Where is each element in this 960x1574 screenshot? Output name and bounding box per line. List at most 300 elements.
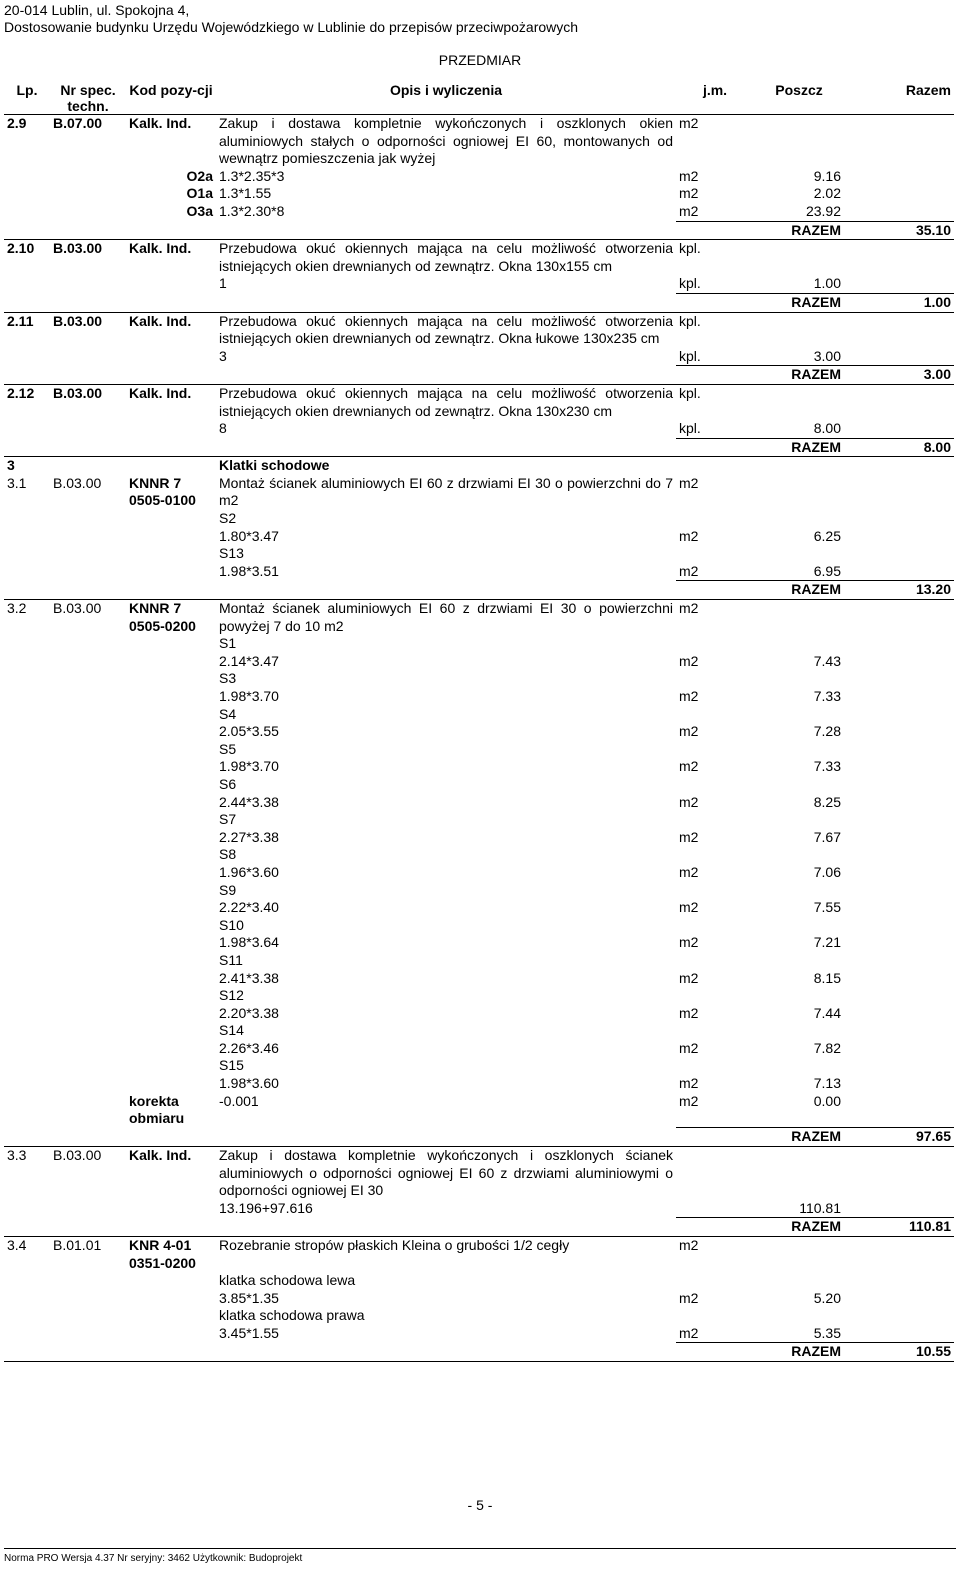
razem-label: RAZEM	[754, 221, 844, 240]
table-cell	[126, 1022, 216, 1040]
line-unit: m2	[679, 1004, 699, 1021]
korekta-calc: -0.001	[219, 1092, 259, 1109]
line-calc: 8	[219, 420, 227, 437]
line-value: 2.02	[813, 185, 841, 202]
table-cell	[4, 1075, 50, 1093]
table-cell	[126, 846, 216, 864]
table-cell	[126, 1075, 216, 1093]
line-calc: 1	[219, 275, 227, 292]
table-cell	[50, 1040, 126, 1058]
table-cell	[50, 203, 126, 221]
position-unit: m2	[676, 600, 754, 636]
line-unit: m2	[679, 899, 699, 916]
razem-value: 3.00	[844, 366, 954, 385]
table-cell	[50, 1005, 126, 1023]
table-cell	[844, 528, 954, 546]
line-unit: m2	[679, 1075, 699, 1092]
table-cell	[4, 221, 50, 240]
table-cell	[754, 741, 844, 759]
razem-row	[4, 1343, 954, 1362]
position-unit	[676, 1146, 754, 1199]
table-cell	[126, 528, 216, 546]
line-sub: S4	[219, 705, 237, 722]
table-cell	[676, 1272, 754, 1290]
table-cell	[126, 635, 216, 653]
line-sub: S1	[219, 635, 237, 652]
table-cell	[50, 1128, 126, 1147]
table-cell	[4, 934, 50, 952]
table-cell	[676, 670, 754, 688]
col-lp: Lp.	[4, 82, 50, 115]
footer-text: Norma PRO Wersja 4.37 Nr seryjny: 3462 Użytkownik: Budoprojekt	[4, 1553, 303, 1564]
position-kod: Kalk. Ind.	[126, 384, 216, 420]
table-cell	[754, 600, 844, 636]
line-sub: S9	[219, 881, 237, 898]
table-cell	[4, 1343, 50, 1362]
table-cell	[4, 776, 50, 794]
table-cell	[4, 510, 50, 528]
korekta-row	[4, 1093, 954, 1128]
sub-row	[4, 882, 954, 900]
sub-row	[4, 811, 954, 829]
line-value: 7.21	[813, 934, 841, 951]
line-value: 7.13	[813, 1075, 841, 1092]
table-cell	[4, 829, 50, 847]
razem-spacer	[676, 438, 754, 457]
position-description: Przebudowa okuć okiennych mająca na celu możliwość otworzenia istniejących okien drewnianych od zewnątrz. Okna 130x230 cm	[216, 384, 676, 420]
table-cell	[844, 545, 954, 563]
calc-row	[4, 1325, 954, 1343]
position-spec: B.03.00	[50, 240, 126, 276]
table-cell	[754, 635, 844, 653]
table-cell	[4, 438, 50, 457]
table-cell	[126, 1343, 216, 1362]
position-spec: B.03.00	[50, 600, 126, 636]
table-cell	[844, 723, 954, 741]
table-cell	[4, 563, 50, 581]
line-unit: m2	[679, 1289, 699, 1306]
position-spec: B.07.00	[50, 115, 126, 168]
table-cell	[844, 741, 954, 759]
razem-row	[4, 366, 954, 385]
table-cell	[4, 970, 50, 988]
line-sub: klatka schodowa lewa	[219, 1272, 356, 1289]
line-calc: 1.80*3.47	[219, 527, 279, 544]
table-cell	[50, 653, 126, 671]
razem-row	[4, 1128, 954, 1147]
table-cell	[216, 1343, 676, 1362]
position-lp: 2.10	[4, 240, 50, 276]
position-lp: 2.12	[4, 384, 50, 420]
line-unit: m2	[679, 562, 699, 579]
col-kod: Kod pozy-cji	[126, 82, 216, 115]
table-cell	[126, 829, 216, 847]
table-cell	[4, 864, 50, 882]
table-cell	[4, 917, 50, 935]
table-cell	[4, 581, 50, 600]
position-lp: 3.3	[4, 1146, 50, 1199]
sub-row	[4, 846, 954, 864]
table-cell	[50, 899, 126, 917]
calc-row	[4, 829, 954, 847]
header-address: 20-014 Lublin, ul. Spokojna 4,	[4, 2, 190, 18]
table-cell	[844, 1200, 954, 1218]
razem-value: 35.10	[844, 221, 954, 240]
table-cell	[4, 1272, 50, 1290]
table-cell	[754, 776, 844, 794]
table-cell	[216, 366, 676, 385]
calc-row	[4, 758, 954, 776]
table-cell	[126, 1057, 216, 1075]
line-sub: S13	[219, 545, 244, 562]
table-cell	[126, 1005, 216, 1023]
line-unit: m2	[679, 202, 699, 219]
table-cell	[676, 510, 754, 528]
position-spec: B.03.00	[50, 384, 126, 420]
table-cell	[676, 635, 754, 653]
table-cell	[754, 1307, 844, 1325]
table-cell	[50, 776, 126, 794]
table-cell	[754, 882, 844, 900]
table-cell	[844, 457, 954, 475]
razem-label: RAZEM	[754, 1343, 844, 1362]
position-unit: kpl.	[676, 240, 754, 276]
table-cell	[676, 457, 754, 475]
table-cell	[50, 829, 126, 847]
line-sub: S11	[219, 951, 243, 968]
table-cell	[216, 1128, 676, 1147]
position-lp: 2.11	[4, 312, 50, 348]
table-cell	[4, 1128, 50, 1147]
table-cell	[844, 420, 954, 438]
table-cell	[754, 952, 844, 970]
table-cell	[844, 563, 954, 581]
calc-row	[4, 723, 954, 741]
razem-spacer	[676, 221, 754, 240]
razem-label: RAZEM	[754, 366, 844, 385]
table-cell	[4, 882, 50, 900]
table-cell	[50, 864, 126, 882]
line-unit: m2	[679, 167, 699, 184]
col-razem: Razem	[844, 82, 954, 115]
table-cell	[4, 846, 50, 864]
line-calc: 1.3*1.55	[219, 185, 272, 202]
table-cell	[50, 1075, 126, 1093]
position-lp: 3.1	[7, 474, 27, 491]
table-cell	[216, 293, 676, 312]
korekta-unit: m2	[679, 1092, 699, 1109]
line-value: 7.82	[813, 1039, 841, 1056]
table-cell	[126, 438, 216, 457]
line-calc: 1.96*3.60	[219, 863, 279, 880]
calc-row	[4, 1290, 954, 1308]
table-cell	[4, 1040, 50, 1058]
line-unit: m2	[679, 1039, 699, 1056]
table-cell	[676, 987, 754, 1005]
line-calc: 2.22*3.40	[219, 899, 279, 916]
header-project: Dostosowanie budynku Urzędu Wojewódzkiego w Lublinie do przepisów przeciwpożarowych	[4, 19, 579, 35]
table-cell	[844, 1272, 954, 1290]
calc-row	[4, 563, 954, 581]
line-sub: S5	[219, 740, 237, 757]
table-cell	[126, 545, 216, 563]
position-lp: 3.2	[4, 600, 50, 636]
table-cell	[844, 776, 954, 794]
table-cell	[50, 348, 126, 366]
sub-row	[4, 635, 954, 653]
line-calc: 2.14*3.47	[219, 652, 279, 669]
table-cell	[754, 457, 844, 475]
position-description: Montaż ścianek aluminiowych EI 60 z drzwiami EI 30 o powierzchni do 7 m2	[219, 474, 673, 509]
line-label	[126, 420, 216, 438]
calc-row	[4, 348, 954, 366]
table-cell	[4, 811, 50, 829]
table-cell	[4, 899, 50, 917]
table-cell	[844, 1040, 954, 1058]
sub-row	[4, 510, 954, 528]
table-cell	[4, 1093, 50, 1128]
table-cell	[126, 293, 216, 312]
line-calc: 2.41*3.38	[219, 969, 279, 986]
line-calc: 13.196+97.616	[219, 1199, 313, 1216]
sub-row	[4, 1307, 954, 1325]
calc-row	[4, 653, 954, 671]
table-cell	[50, 1022, 126, 1040]
line-label: O3a	[186, 202, 213, 219]
table-cell	[126, 221, 216, 240]
table-cell	[754, 475, 844, 510]
table-cell	[844, 1307, 954, 1325]
table-cell	[676, 706, 754, 724]
table-cell	[4, 1022, 50, 1040]
line-unit: m2	[679, 934, 699, 951]
table-cell	[676, 1057, 754, 1075]
table-cell	[50, 528, 126, 546]
position-kod: Kalk. Ind.	[126, 115, 216, 168]
position-unit: kpl.	[676, 384, 754, 420]
table-cell	[126, 670, 216, 688]
table-cell	[126, 1040, 216, 1058]
razem-label: RAZEM	[754, 293, 844, 312]
position-row	[4, 384, 954, 420]
position-description: Zakup i dostawa kompletnie wykończonych i oszklonych ścianek aluminiowych o odporności ogniowej EI 60 z drzwiami aluminiowymi o odporności ogniowej EI 30	[216, 1146, 676, 1199]
table-cell	[126, 563, 216, 581]
table-cell	[844, 917, 954, 935]
position-kod: KNNR 7 0505-0100	[129, 474, 196, 509]
table-cell	[4, 794, 50, 812]
table-cell	[50, 794, 126, 812]
table-cell	[50, 275, 126, 293]
line-unit: kpl.	[679, 420, 701, 437]
line-calc: 1.98*3.70	[219, 758, 279, 775]
line-calc: 2.26*3.46	[219, 1039, 279, 1056]
line-calc: 3.45*1.55	[219, 1324, 279, 1341]
table-cell	[4, 420, 50, 438]
table-cell	[754, 510, 844, 528]
line-value: 7.33	[813, 688, 841, 704]
table-cell	[126, 917, 216, 935]
table-cell	[126, 1307, 216, 1325]
table-cell	[50, 882, 126, 900]
table-cell	[676, 917, 754, 935]
position-description: Montaż ścianek aluminiowych EI 60 z drzwiami EI 30 o powierzchni powyżej 7 do 10 m2	[216, 600, 676, 636]
line-value: 3.00	[813, 347, 841, 364]
position-spec: B.03.00	[50, 1146, 126, 1199]
position-unit: kpl.	[676, 312, 754, 348]
table-cell	[676, 1022, 754, 1040]
table-cell	[754, 670, 844, 688]
table-cell	[4, 545, 50, 563]
table-cell	[50, 811, 126, 829]
table-cell	[4, 366, 50, 385]
table-cell	[50, 366, 126, 385]
table-cell	[754, 312, 844, 348]
line-calc: 1.98*3.51	[219, 562, 279, 579]
table-cell	[754, 1236, 844, 1272]
razem-label: RAZEM	[754, 581, 844, 600]
position-spec: B.01.01	[50, 1236, 126, 1272]
table-cell	[50, 1093, 126, 1128]
table-cell	[676, 952, 754, 970]
section-lp: 3	[4, 457, 50, 475]
table-cell	[844, 275, 954, 293]
table-cell	[50, 952, 126, 970]
position-row	[4, 600, 954, 636]
line-value: 7.67	[813, 828, 841, 845]
table-cell	[754, 917, 844, 935]
position-kod: KNR 4-01 0351-0200	[126, 1236, 216, 1272]
line-value: 1.00	[813, 275, 841, 292]
table-cell	[844, 882, 954, 900]
table-cell	[50, 1325, 126, 1343]
line-value: 5.20	[813, 1289, 841, 1306]
table-cell	[50, 934, 126, 952]
table-cell	[844, 1093, 954, 1128]
line-value: 7.06	[813, 863, 841, 880]
page-number: - 5 -	[467, 1497, 493, 1513]
calc-row	[4, 794, 954, 812]
table-body	[4, 115, 954, 1362]
table-cell	[216, 1218, 676, 1237]
section-name: Klatki schodowe	[216, 457, 676, 475]
table-cell	[844, 635, 954, 653]
sub-row	[4, 917, 954, 935]
table-cell	[126, 581, 216, 600]
table-cell	[4, 653, 50, 671]
line-sub: S3	[219, 670, 237, 687]
table-cell	[4, 723, 50, 741]
table-cell	[50, 1272, 126, 1290]
table-cell	[844, 1022, 954, 1040]
col-poszcz: Poszcz	[754, 82, 844, 115]
razem-value: 97.65	[844, 1128, 954, 1147]
table-cell	[844, 348, 954, 366]
line-value: 9.16	[813, 167, 841, 184]
table-cell	[126, 794, 216, 812]
line-unit: m2	[679, 185, 699, 202]
table-cell	[126, 758, 216, 776]
table-cell	[676, 1307, 754, 1325]
calc-row	[4, 275, 954, 293]
line-unit: kpl.	[679, 275, 701, 292]
table-cell	[676, 811, 754, 829]
table-cell	[126, 457, 216, 475]
line-value: 7.55	[813, 899, 841, 916]
line-calc: 1.98*3.60	[219, 1075, 279, 1092]
table-cell	[676, 846, 754, 864]
razem-spacer	[676, 1128, 754, 1147]
table-cell	[50, 1343, 126, 1362]
sub-row	[4, 776, 954, 794]
position-unit: m2	[679, 474, 699, 491]
table-cell	[4, 987, 50, 1005]
razem-row	[4, 293, 954, 312]
table-cell	[126, 952, 216, 970]
table-cell	[4, 528, 50, 546]
table-cell	[50, 545, 126, 563]
table-cell	[844, 1290, 954, 1308]
line-calc: 1.98*3.70	[219, 688, 279, 704]
table-cell	[844, 1325, 954, 1343]
table-cell	[844, 384, 954, 420]
table-cell	[754, 811, 844, 829]
sub-row	[4, 545, 954, 563]
table-cell	[50, 706, 126, 724]
table-cell	[4, 185, 50, 203]
line-sub: S6	[219, 775, 237, 792]
table-cell	[126, 653, 216, 671]
line-label	[126, 275, 216, 293]
calc-row	[4, 688, 954, 706]
table-cell	[844, 312, 954, 348]
calc-row	[4, 970, 954, 988]
position-kod: Kalk. Ind.	[126, 1146, 216, 1199]
table-cell	[126, 811, 216, 829]
line-sub: S2	[219, 510, 237, 527]
line-calc: 1.3*2.35*3	[219, 167, 285, 184]
calc-row	[4, 420, 954, 438]
col-nr-spec: Nr spec. techn.	[50, 82, 126, 115]
table-cell	[4, 758, 50, 776]
position-unit: m2	[676, 1236, 754, 1272]
table-cell	[844, 203, 954, 221]
sub-row	[4, 1272, 954, 1290]
table-cell	[4, 203, 50, 221]
calc-row	[4, 864, 954, 882]
table-cell	[216, 221, 676, 240]
position-row	[4, 475, 954, 510]
line-calc: 2.20*3.38	[219, 1004, 279, 1021]
table-cell	[4, 275, 50, 293]
razem-label: RAZEM	[754, 438, 844, 457]
table-cell	[50, 563, 126, 581]
table-cell	[4, 1005, 50, 1023]
razem-value: 1.00	[844, 293, 954, 312]
table-cell	[50, 1200, 126, 1218]
table-cell	[126, 510, 216, 528]
sub-row	[4, 1057, 954, 1075]
table-cell	[126, 723, 216, 741]
line-unit: m2	[679, 828, 699, 845]
position-row	[4, 1236, 954, 1272]
table-cell	[216, 438, 676, 457]
table-cell	[4, 741, 50, 759]
table-cell	[754, 846, 844, 864]
line-label: O1a	[186, 185, 213, 202]
line-calc: 2.44*3.38	[219, 793, 279, 810]
table-cell	[844, 811, 954, 829]
table-cell	[50, 293, 126, 312]
